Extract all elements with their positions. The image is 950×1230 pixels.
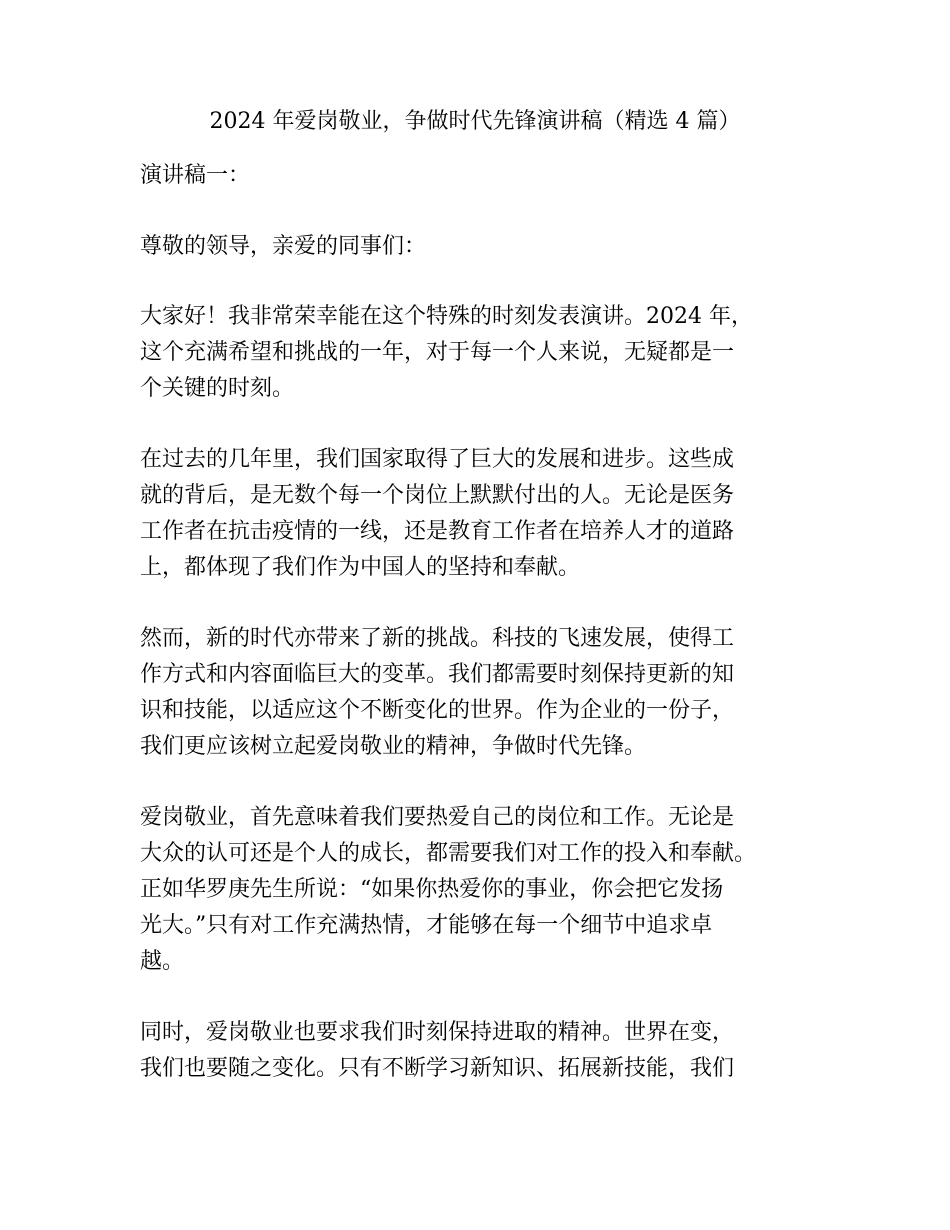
text-line: 大众的认可还是个人的成长，都需要我们对工作的投入和奉献。 bbox=[140, 841, 757, 866]
text-line: 正如华罗庚先生所说：“如果你热爱你的事业，你会把它发扬 bbox=[140, 877, 724, 902]
text-line: 识和技能，以适应这个不断变化的世界。作为企业的一份子， bbox=[140, 698, 735, 723]
text-line: 这个充满希望和挑战的一年，对于每一个人来说，无疑都是一 bbox=[140, 340, 735, 365]
text-line: 演讲稿一： bbox=[140, 163, 251, 188]
document-title: 2024 年爱岗敬业，争做时代先锋演讲稿（精选 4 篇） bbox=[209, 109, 741, 134]
text-line: 就的背后，是无数个每一个岗位上默默付出的人。无论是医务 bbox=[140, 483, 735, 508]
text-line: 爱岗敬业，首先意味着我们要热爱自己的岗位和工作。无论是 bbox=[140, 805, 735, 830]
text-line: 同时，爱岗敬业也要求我们时刻保持进取的精神。世界在变， bbox=[140, 1020, 735, 1045]
text-line: 尊敬的领导，亲爱的同事们： bbox=[140, 234, 427, 259]
text-line: 光大。”只有对工作充满热情，才能够在每一个细节中追求卓 bbox=[140, 913, 713, 938]
text-line: 然而，新的时代亦带来了新的挑战。科技的飞速发展，使得工 bbox=[140, 626, 735, 651]
text-line: 个关键的时刻。 bbox=[140, 376, 295, 401]
text-line: 上，都体现了我们作为中国人的坚持和奉献。 bbox=[140, 555, 581, 580]
text-line: 工作者在抗击疫情的一线，还是教育工作者在培养人才的道路 bbox=[140, 519, 735, 544]
text-line: 大家好！我非常荣幸能在这个特殊的时刻发表演讲。2024 年， bbox=[140, 304, 753, 329]
text-line: 我们也要随之变化。只有不断学习新知识、拓展新技能，我们 bbox=[140, 1056, 735, 1081]
text-line: 我们更应该树立起爱岗敬业的精神，争做时代先锋。 bbox=[140, 734, 647, 759]
text-line: 在过去的几年里，我们国家取得了巨大的发展和进步。这些成 bbox=[140, 447, 735, 472]
text-line: 越。 bbox=[140, 949, 185, 974]
text-line: 作方式和内容面临巨大的变革。我们都需要时刻保持更新的知 bbox=[140, 662, 735, 687]
